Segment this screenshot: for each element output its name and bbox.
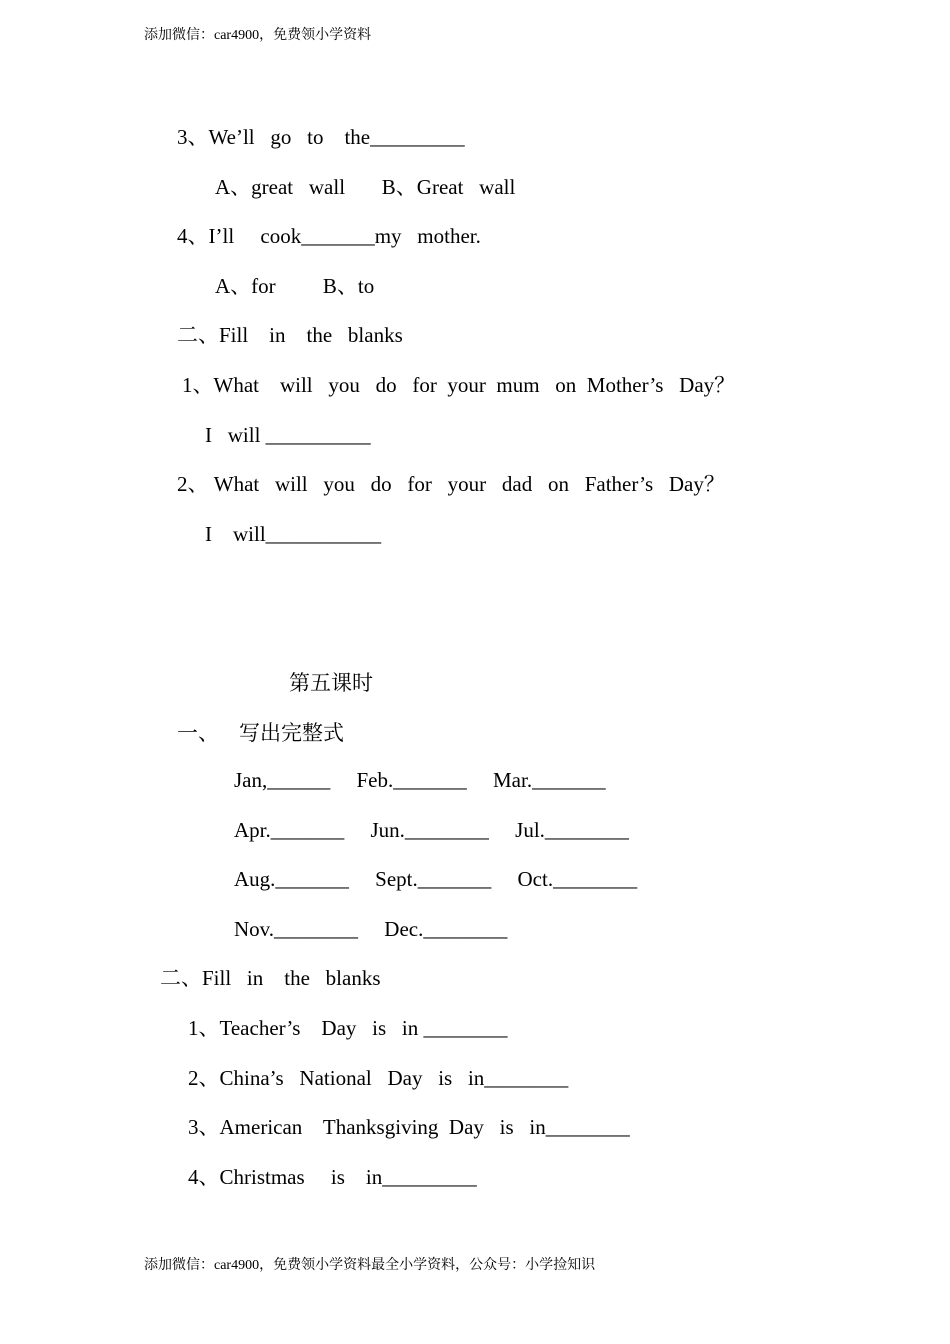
lesson-5-section-1-title: 一、 写出完整式 xyxy=(177,721,345,745)
lesson-5-title: 第五课时 xyxy=(289,671,373,695)
holiday-question-4: 4、Christmas is in_________ xyxy=(188,1165,477,1189)
question-4-options: A、for B、to xyxy=(215,274,375,298)
question-4: 4、I’ll cook_______my mother. xyxy=(177,224,481,248)
holiday-question-3: 3、American Thanksgiving Day is in________ xyxy=(188,1115,630,1139)
fill-answer-1: I will __________ xyxy=(205,423,371,447)
months-row-4: Nov.________ Dec.________ xyxy=(234,917,508,941)
months-row-1: Jan,______ Feb._______ Mar._______ xyxy=(234,768,606,792)
fill-question-1: 1、What will you do for your mum on Mother’s Day？ xyxy=(182,373,736,397)
section-2-title: 二、Fill in the blanks xyxy=(177,323,403,347)
question-3-options: A、great wall B、Great wall xyxy=(215,175,516,199)
question-3: 3、We’ll go to the_________ xyxy=(177,125,465,149)
holiday-question-2: 2、China’s National Day is in________ xyxy=(188,1066,569,1090)
months-row-2: Apr._______ Jun.________ Jul.________ xyxy=(234,818,629,842)
holiday-question-1: 1、Teacher’s Day is in ________ xyxy=(188,1016,508,1040)
months-row-3: Aug._______ Sept._______ Oct.________ xyxy=(234,867,638,891)
page-footer: 添加微信：car4900，免费领小学资料最全小学资料，公众号：小学捡知识 xyxy=(144,1258,596,1273)
fill-question-2: 2、 What will you do for your dad on Father’s Day？ xyxy=(177,472,725,496)
lesson-5-section-2-title: 二、Fill in the blanks xyxy=(160,966,381,990)
page-header: 添加微信：car4900，免费领小学资料 xyxy=(144,28,372,43)
fill-answer-2: I will___________ xyxy=(205,522,382,546)
